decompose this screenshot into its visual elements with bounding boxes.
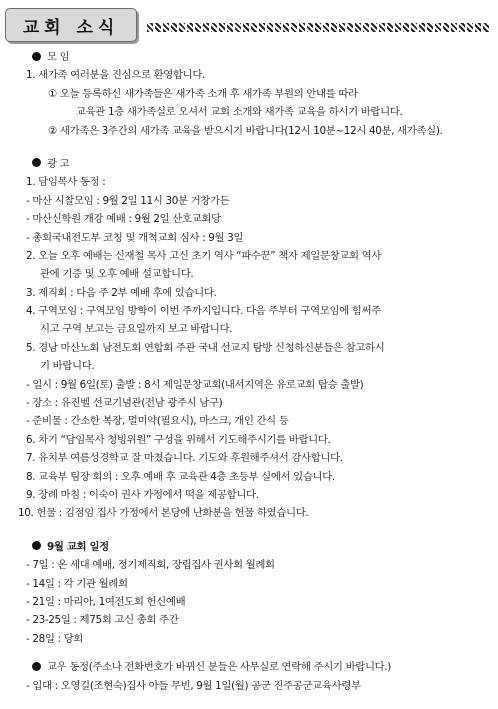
ads-line: 1. 담임목사 동정 : — [26, 176, 106, 189]
ads-line: - 총회국내전도부 코칭 및 개척교회 심사 : 9월 3일 — [26, 231, 244, 244]
ads-line: 5. 경남 마산노회 남전도회 연합회 주관 국내 선교지 탐방 신청하신분들은 참고하시 — [26, 341, 385, 354]
schedule-line: - 28일 : 당회 — [26, 632, 83, 645]
meeting-line: 1. 새가족 여러분을 진심으로 환영합니다. — [26, 69, 205, 82]
page-title: 교회 소식 — [5, 8, 137, 42]
bullet-icon — [32, 541, 41, 550]
section-header — [5, 8, 493, 44]
ads-line: 10. 헌물 : 김점임 집사 가정에서 본당에 난화분을 헌물 하였습니다. — [18, 507, 309, 520]
bulletin-content — [18, 48, 488, 695]
schedule-line: - 7일 : 온 세대 예배, 정기제직회, 장립집사 권사회 월례회 — [26, 559, 275, 572]
schedule-heading: 9월 교회 일정 — [18, 538, 488, 556]
ads-line: 2. 오늘 오후 예배는 신재철 목사 고신 초기 역사 “파수꾼” 책자 제일문창교회 역사 — [26, 249, 382, 262]
ads-line: 관에 기증 및 오후 예배 설교합니다. — [40, 268, 194, 281]
ads-line: 6. 차기 “담임목사 청빙위원” 구성을 위해서 기도해주시기를 바랍니다. — [26, 433, 331, 446]
schedule-line: - 21일 : 마리아, 1여전도회 헌신예배 — [26, 595, 186, 608]
bullet-icon — [32, 662, 41, 671]
ads-line: 8. 교육부 팀장 회의 : 오후 예배 후 교육관 4층 초등부 실에서 있습니다. — [26, 470, 335, 483]
ads-line: 7. 유치부 여름성경학교 잘 마쳤습니다. 기도와 후원해주셔서 감사합니다. — [26, 452, 343, 465]
ads-line: - 준비물 : 간소한 복장, 멀미약(필요시), 마스크, 개인 간식 등 — [26, 415, 289, 428]
meeting-line: ② 새가족은 3주간의 새가족 교육을 받으시기 바랍니다(12시 10분~12시 40분, 새가족실). — [48, 124, 443, 137]
ads-line: - 마산 시찰모임 : 9월 2일 11시 30분 거창가든 — [26, 194, 230, 207]
schedule-line: - 14일 : 각 기관 월례회 — [26, 577, 128, 590]
ads-line: - 장소 : 유진벨 선교기념관(전남 광주시 남구) — [26, 397, 223, 410]
decorative-divider — [147, 23, 491, 32]
ads-line: 기 바랍니다. — [40, 360, 95, 373]
meeting-line: 교육관 1층 새가족실로 오셔서 교회 소개와 새가족 교육을 하시기 바랍니다. — [76, 106, 403, 119]
schedule-line: - 23-25일 : 제75회 고신 총회 주간 — [26, 614, 179, 627]
members-heading: 교우 동정(주소나 전화번호가 바뀌신 분들은 사무실로 연락해 주시기 바랍니다.) — [18, 658, 488, 676]
ads-heading: 광 고 — [18, 155, 488, 173]
ads-line: 4. 구역모임 : 구역모임 방학이 이번 주까지입니다. 다음 주부터 구역모임에 힘써주 — [26, 305, 381, 318]
meeting-heading: 모 임 — [18, 48, 488, 66]
bullet-icon — [32, 52, 41, 61]
bullet-icon — [32, 158, 41, 167]
members-line: - 입대 : 오영길(조현숙)집사 아들 무빈, 9월 1일(월) 공군 진주공군교육사령부 — [26, 679, 361, 692]
ads-line: 9. 장례 마침 : 이숙이 권사 가정에서 떡을 제공합니다. — [26, 488, 259, 501]
ads-line: 시고 구역 보고는 금요일까지 보고 바랍니다. — [40, 323, 233, 336]
meeting-line: ① 오늘 등록하신 새가족들은 새가족 소개 후 새가족 부원의 안내를 따라 — [48, 87, 358, 100]
ads-line: 3. 제직회 : 다음 주 2부 예배 후에 있습니다. — [26, 286, 217, 299]
ads-line: - 일시 : 9월 6일(토) 출발 : 8시 제일문창교회(내서지역은 유로교회 탑승 출발) — [26, 378, 364, 391]
ads-line: - 마산신학원 개강 예배 : 9월 2일 산호교회당 — [26, 213, 221, 226]
